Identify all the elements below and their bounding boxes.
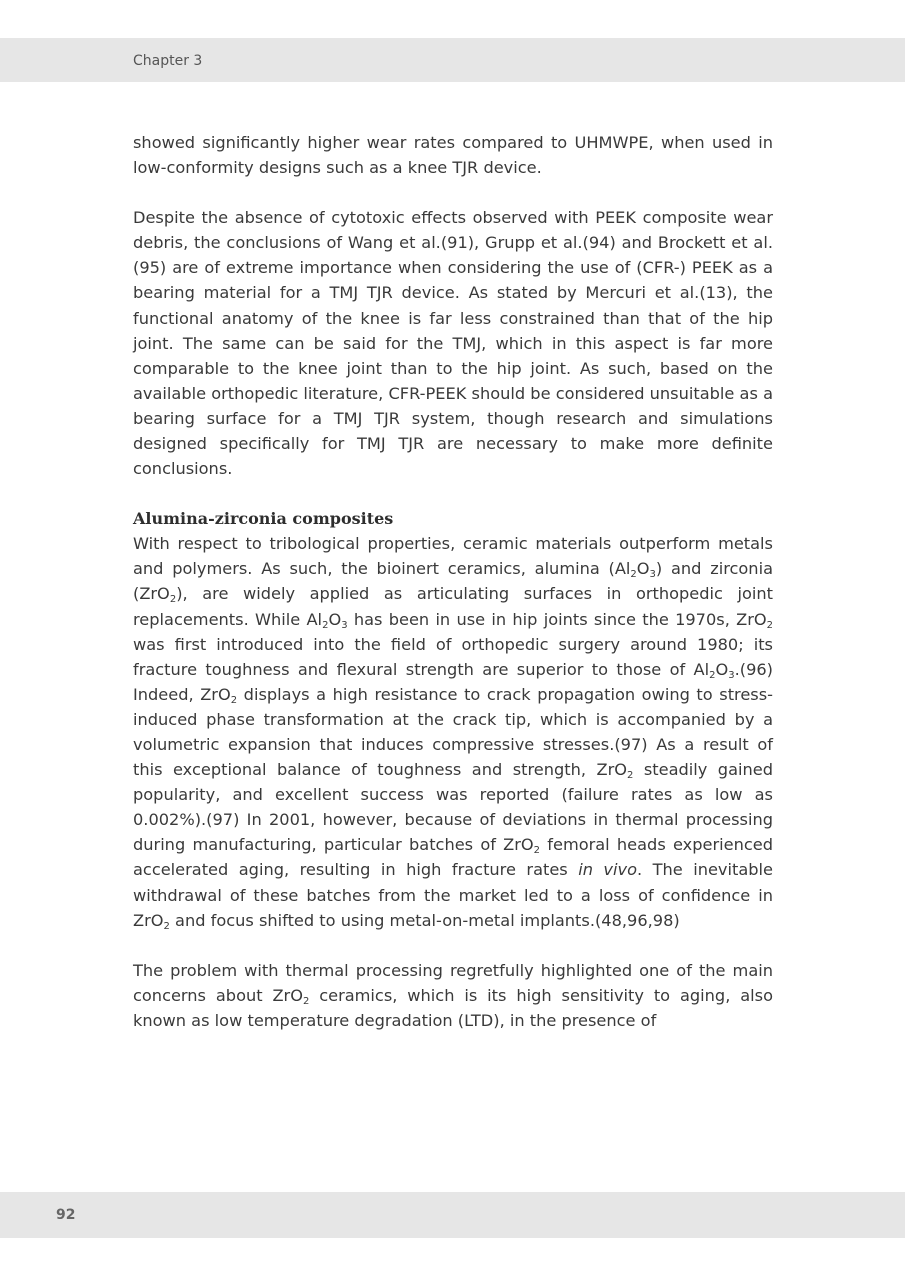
page-body [133,130,773,1058]
paragraph-4: The problem with thermal processing regretfully highlighted one of the main concerns about ZrO$_2$ ceramics, which is its high sensitivity to aging, also known as low temperature degradation (LTD), in the presence of [133,960,773,1030]
paragraph-2: Despite the absence of cytotoxic effects observed with PEEK composite wear debris, the conclusions of Wang et al.(91), Grupp et al.(94) and Brockett et al.(95) are of extreme importance when considering the use of (CFR-) PEEK as a bearing material for a TMJ TJR device. As stated by Mercuri et al.(13), the functional anatomy of the knee is far less constrained than that of the hip joint. The same can be said for the TMJ, which in this aspect is far more comparable to the knee joint than to the hip joint. As such, based on the available orthopedic literature, CFR-PEEK should be considered unsuitable as a bearing surface for a TMJ TJR system, though research and simulations designed specifically for TMJ TJR are necessary to make more definite conclusions. [133,208,773,479]
paragraph-1: showed significantly higher wear rates compared to UHMWPE, when used in low-conformity designs such as a knee TJR device. [133,133,773,178]
page-number: 92 [56,1207,76,1223]
running-header [0,38,905,82]
section-heading: Alumina-zirconia composites [133,509,394,529]
chapter-label: Chapter 3 [133,53,203,69]
paragraph-3: With respect to tribological properties, ceramic materials outperform metals and polymers. As such, the bioinert ceramics, alumina $(Al_2O_3)$ and zirconia (ZrO$_2$), are widely applied as articulating surfaces in orthopedic joint replacements. While $Al_2O_3$ has been in use in hip joints since the 1970s, ZrO$_2$ was first introduced into the field of orthopedic surgery around 1980; its fracture toughness and flexural strength are superior to those of $Al_2O_3.(96)$ Indeed, ZrO$_2$ displays a high resistance to crack propagation owing to stress-induced phase transformation at the crack tip, which is accompanied by a volumetric expansion that induces compressive stresses.(97) As a result of this exceptional balance of toughness and strength, ZrO$_2$ steadily gained popularity, and excellent success was reported (failure rates as low as 0.002%).(97) In 2001, however, because of deviations in thermal processing during manufacturing, particular batches of ZrO$_2$ femoral heads experienced accelerated aging, resulting in high fracture rates in vivo. The inevitable withdrawal of these batches from the market led to a loss of confidence in ZrO$_2$ and focus shifted to using metal-on-metal implants.(48,96,98) [133,534,774,932]
running-footer [0,1192,905,1238]
